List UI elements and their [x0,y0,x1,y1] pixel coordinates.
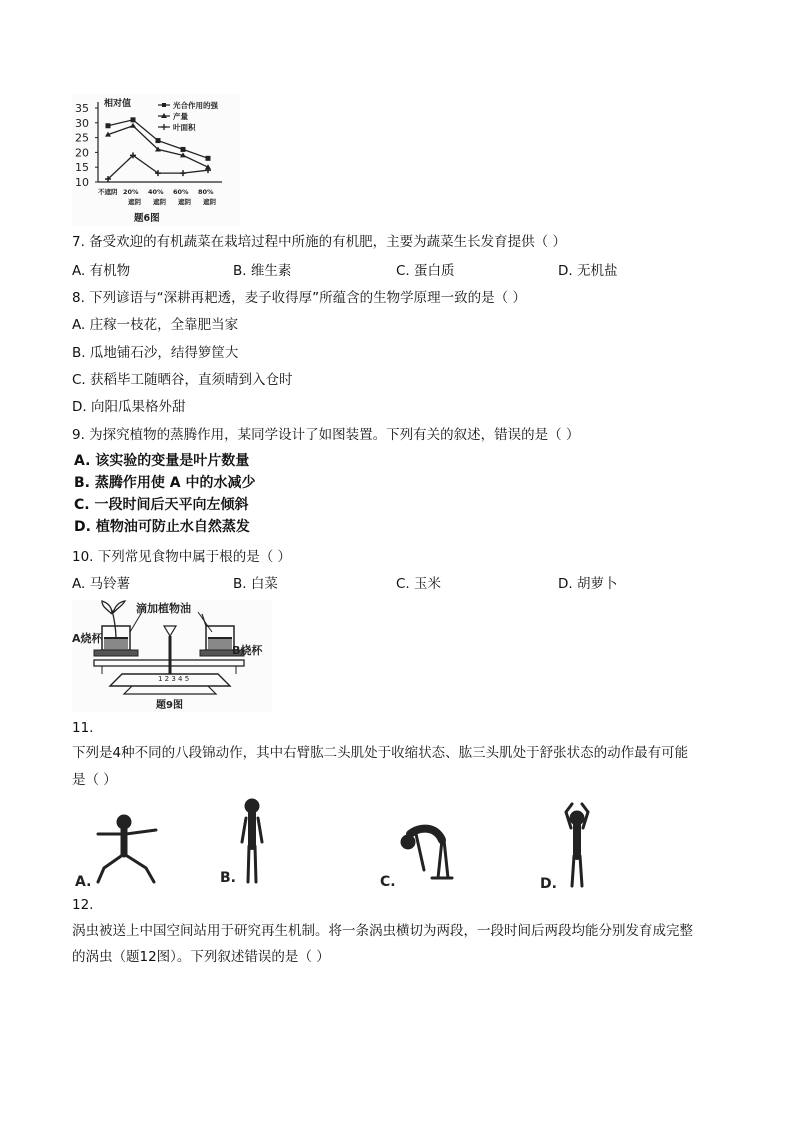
legend-marker [162,103,166,107]
figure-6-chart [72,94,240,226]
y-tick-label: 10 [75,176,89,189]
q11-stem-line1: 下列是4种不同的八段锦动作，其中右臂肱二头肌处于收缩状态、肱三头肌处于舒张状态的动作最有可能 [72,745,689,761]
q8-option-a[interactable]: A. 庄稼一枝花，全靠肥当家 [72,317,239,333]
x-tick-label: 80% [198,188,214,196]
q9-option-a[interactable]: A. 该实验的变量是叶片数量 [74,453,250,469]
q9-option-b[interactable]: B. 蒸腾作用使 A 中的水减少 [74,475,256,491]
q10-option-d[interactable]: D. 胡萝卜 [558,576,618,592]
q12-number: 12. [72,897,94,913]
scale-numbers: 1 2 3 4 5 [158,675,190,683]
data-point [131,117,136,122]
q11-figures [72,796,612,888]
q7-option-d[interactable]: D. 无机盐 [558,263,618,279]
legend-label: 产量 [173,112,188,121]
q10-option-a[interactable]: A. 马铃薯 [72,576,131,592]
x-tick-label: 60% [173,188,189,196]
q10-stem: 10. 下列常见食物中属于根的是（ ） [72,549,292,565]
oil-pointer-right [198,612,212,632]
figure-9 [72,600,272,712]
q11-stem-line2: 是（ ） [72,772,117,788]
q9-option-c[interactable]: C. 一段时间后天平向左倾斜 [74,497,249,513]
figure-d-pose[interactable] [566,804,588,886]
q12-stem-line2: 的涡虫（题12图）。下列叙述错误的是（ ） [72,949,330,965]
q7-stem: 7. 备受欢迎的有机蔬菜在栽培过程中所施的有机肥，主要为蔬菜生长发育提供（ ） [72,234,566,250]
data-point [180,170,186,176]
x-tick-label: 遮阴 [128,198,141,206]
data-point [181,147,186,152]
q7-option-a[interactable]: A. 有机物 [72,263,131,279]
legend-marker [161,124,167,130]
figure-9-caption: 题9图 [156,700,183,711]
q9-stem: 9. 为探究植物的蒸腾作用，某同学设计了如图装置。下列有关的叙述，错误的是（ ） [72,427,580,443]
q7-option-b[interactable]: B. 维生素 [233,263,292,279]
data-point [206,156,211,161]
figure-6 [72,94,240,226]
data-point [130,123,136,128]
q11-number: 11. [72,720,94,736]
plant-sprig [102,601,125,640]
figure-c-pose[interactable] [402,829,452,878]
x-tick-label: 遮阴 [153,198,166,206]
y-tick-label: 20 [75,146,89,160]
q8-option-c[interactable]: C. 获稻毕工随晒谷，直须晴到入仓时 [72,372,293,388]
q7-option-c[interactable]: C. 蛋白质 [396,263,455,279]
figure-b-pose[interactable] [242,800,262,882]
data-point [156,138,161,143]
q8-stem: 8. 下列谚语与“深耕再耙透，麦子收得厚”所蕴含的生物学原理一致的是（ ） [72,290,526,306]
figure-b-label: B. [220,870,236,886]
q8-option-b[interactable]: B. 瓜地铺石沙，结得箩筐大 [72,345,239,361]
x-tick-label: 不遮阴 [98,188,118,196]
q12-stem-line1: 涡虫被送上中国空间站用于研究再生机制。将一条涡虫横切为两段，一段时间后两段均能分别发育成完整 [72,923,693,939]
beaker-b-label: B烧杯 [232,644,263,657]
q10-option-c[interactable]: C. 玉米 [396,576,442,592]
legend-label: 叶面积 [173,123,196,132]
data-point [106,123,111,128]
q9-option-d[interactable]: D. 植物油可防止水自然蒸发 [74,519,250,535]
figure-6-caption: 题6图 [134,213,160,224]
y-tick-label: 25 [75,131,89,145]
x-tick-label: 遮阴 [203,198,216,206]
y-tick-label: 35 [75,102,89,115]
beaker-b [202,614,234,650]
figure-a-pose[interactable] [98,816,156,882]
legend-label: 光合作用的强 [173,101,218,110]
figure-a-label: A. [75,874,92,888]
q10-option-b[interactable]: B. 白菜 [233,576,278,592]
y-tick-label: 30 [75,116,89,130]
oil-label: 滴加植物油 [136,602,191,615]
oil-pointer-left [130,612,142,632]
y-tick-label: 15 [75,161,89,175]
figure-d-label: D. [540,876,557,888]
x-tick-label: 20% [123,188,139,196]
q8-option-d[interactable]: D. 向阳瓜果格外甜 [72,399,186,415]
x-tick-label: 遮阴 [178,198,191,206]
x-tick-label: 40% [148,188,164,196]
figure-c-label: C. [380,874,396,888]
y-axis-label: 相对值 [104,99,132,109]
beaker-a-label: A烧杯 [72,632,103,645]
